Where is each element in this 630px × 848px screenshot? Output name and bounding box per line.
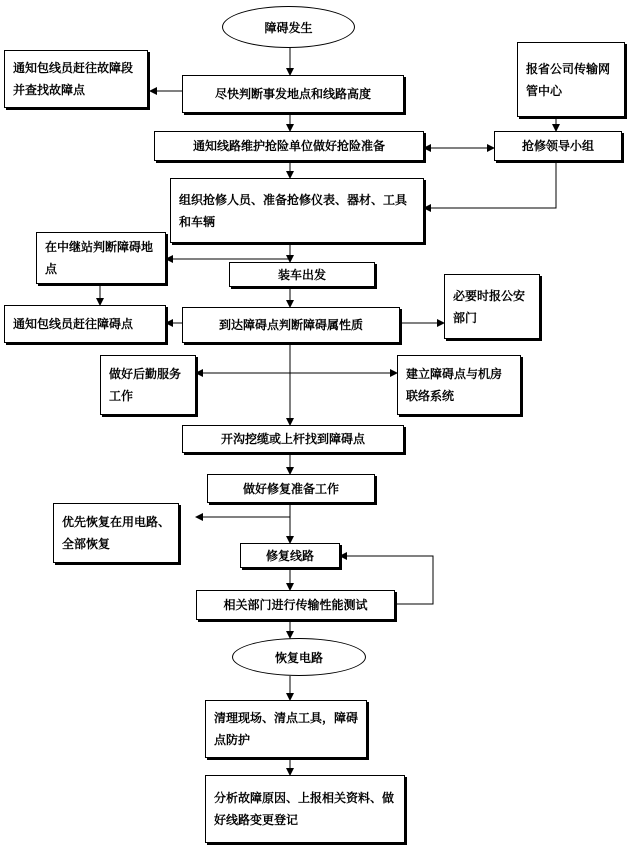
start-oval: 障碍发生 (222, 6, 355, 48)
analyze-box: 分析故障原因、上报相关资料、做好线路变更登记 (205, 775, 405, 843)
relay-station-box: 在中继站判断障碍地点 (36, 232, 166, 284)
judge-location-box: 尽快判断事发地点和线路高度 (182, 75, 404, 113)
prepare-repair-box: 做好修复准备工作 (207, 474, 375, 503)
dig-find-box: 开沟挖缆或上杆找到障碍点 (182, 425, 404, 453)
report-police-box: 必要时报公安部门 (444, 274, 540, 339)
notify-linemen-search-box: 通知包线员赶往故障段并查找故障点 (4, 50, 148, 108)
depart-box: 装车出发 (229, 262, 375, 287)
repair-leader-box: 抢修领导小组 (494, 131, 622, 161)
logistics-box: 做好后勤服务工作 (100, 355, 196, 415)
restore-circuit-oval: 恢复电路 (232, 638, 366, 676)
organize-box: 组织抢修人员、准备抢修仪表、器材、工具和车辆 (170, 178, 424, 243)
arrow-leader-to-organize (424, 161, 556, 208)
test-box: 相关部门进行传输性能测试 (196, 590, 395, 620)
notify-maintenance-box: 通知线路维护抢险单位做好抢险准备 (154, 131, 424, 161)
priority-restore-box: 优先恢复在用电路、全部恢复 (53, 503, 179, 563)
report-center-box: 报省公司传输网管中心 (517, 42, 625, 117)
cleanup-box: 清理现场、清点工具，障碍点防护 (205, 700, 367, 758)
establish-contact-box: 建立障碍点与机房联络系统 (397, 355, 521, 415)
arrive-judge-box: 到达障碍点判断障碍属性质 (182, 307, 400, 343)
arrow-depart-to-relay (166, 250, 290, 259)
repair-line-box: 修复线路 (240, 543, 340, 568)
notify-linemen-go-box: 通知包线员赶往障碍点 (4, 305, 166, 343)
